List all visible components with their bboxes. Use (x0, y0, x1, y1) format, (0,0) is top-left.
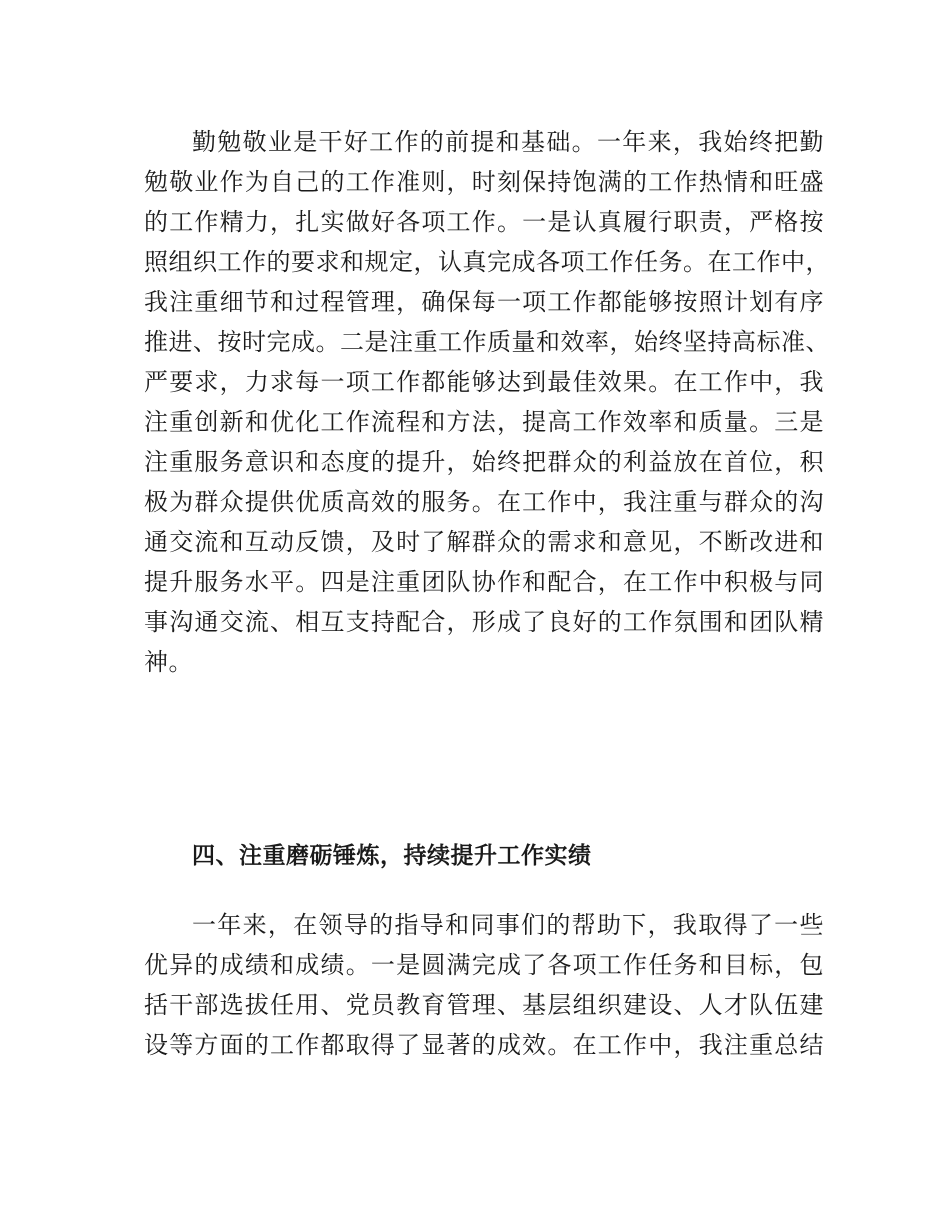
paragraph-line: 我注重细节和过程管理，确保每一项工作都能够按照计划有序 (144, 288, 824, 316)
paragraph-line: 勤勉敬业是干好工作的前提和基础。一年来，我始终把勤 (192, 128, 824, 156)
paragraph-line: 事沟通交流、相互支持配合，形成了良好的工作氛围和团队精 (144, 608, 824, 636)
paragraph-line: 照组织工作的要求和规定，认真完成各项工作任务。在工作中， (144, 248, 830, 276)
paragraph-line: 神。 (144, 648, 193, 676)
paragraph-achievements (144, 905, 824, 1065)
section-heading: 四、注重磨砺锤炼，持续提升工作实绩 (192, 843, 592, 869)
paragraph-line: 括干部选拔任用、党员教育管理、基层组织建设、人才队伍建 (144, 991, 824, 1019)
paragraph-line: 优异的成绩和成绩。一是圆满完成了各项工作任务和目标，包 (144, 951, 824, 979)
paragraph-line: 一年来，在领导的指导和同事们的帮助下，我取得了一些 (192, 911, 824, 939)
paragraph-line: 设等方面的工作都取得了显著的成效。在工作中，我注重总结 (144, 1031, 824, 1059)
paragraph-line: 的工作精力，扎实做好各项工作。一是认真履行职责，严格按 (144, 208, 824, 236)
paragraph-line: 极为群众提供优质高效的服务。在工作中，我注重与群众的沟 (144, 488, 824, 516)
paragraph-diligence (144, 122, 830, 682)
paragraph-line: 注重创新和优化工作流程和方法，提高工作效率和质量。三是 (144, 408, 824, 436)
paragraph-line: 勉敬业作为自己的工作准则，时刻保持饱满的工作热情和旺盛 (144, 168, 824, 196)
paragraph-line: 严要求，力求每一项工作都能够达到最佳效果。在工作中，我 (144, 368, 824, 396)
paragraph-line: 提升服务水平。四是注重团队协作和配合，在工作中积极与同 (144, 568, 824, 596)
paragraph-line: 通交流和互动反馈，及时了解群众的需求和意见，不断改进和 (144, 528, 824, 556)
paragraph-line: 推进、按时完成。二是注重工作质量和效率，始终坚持高标准、 (144, 328, 830, 356)
paragraph-line: 注重服务意识和态度的提升，始终把群众的利益放在首位，积 (144, 448, 824, 476)
